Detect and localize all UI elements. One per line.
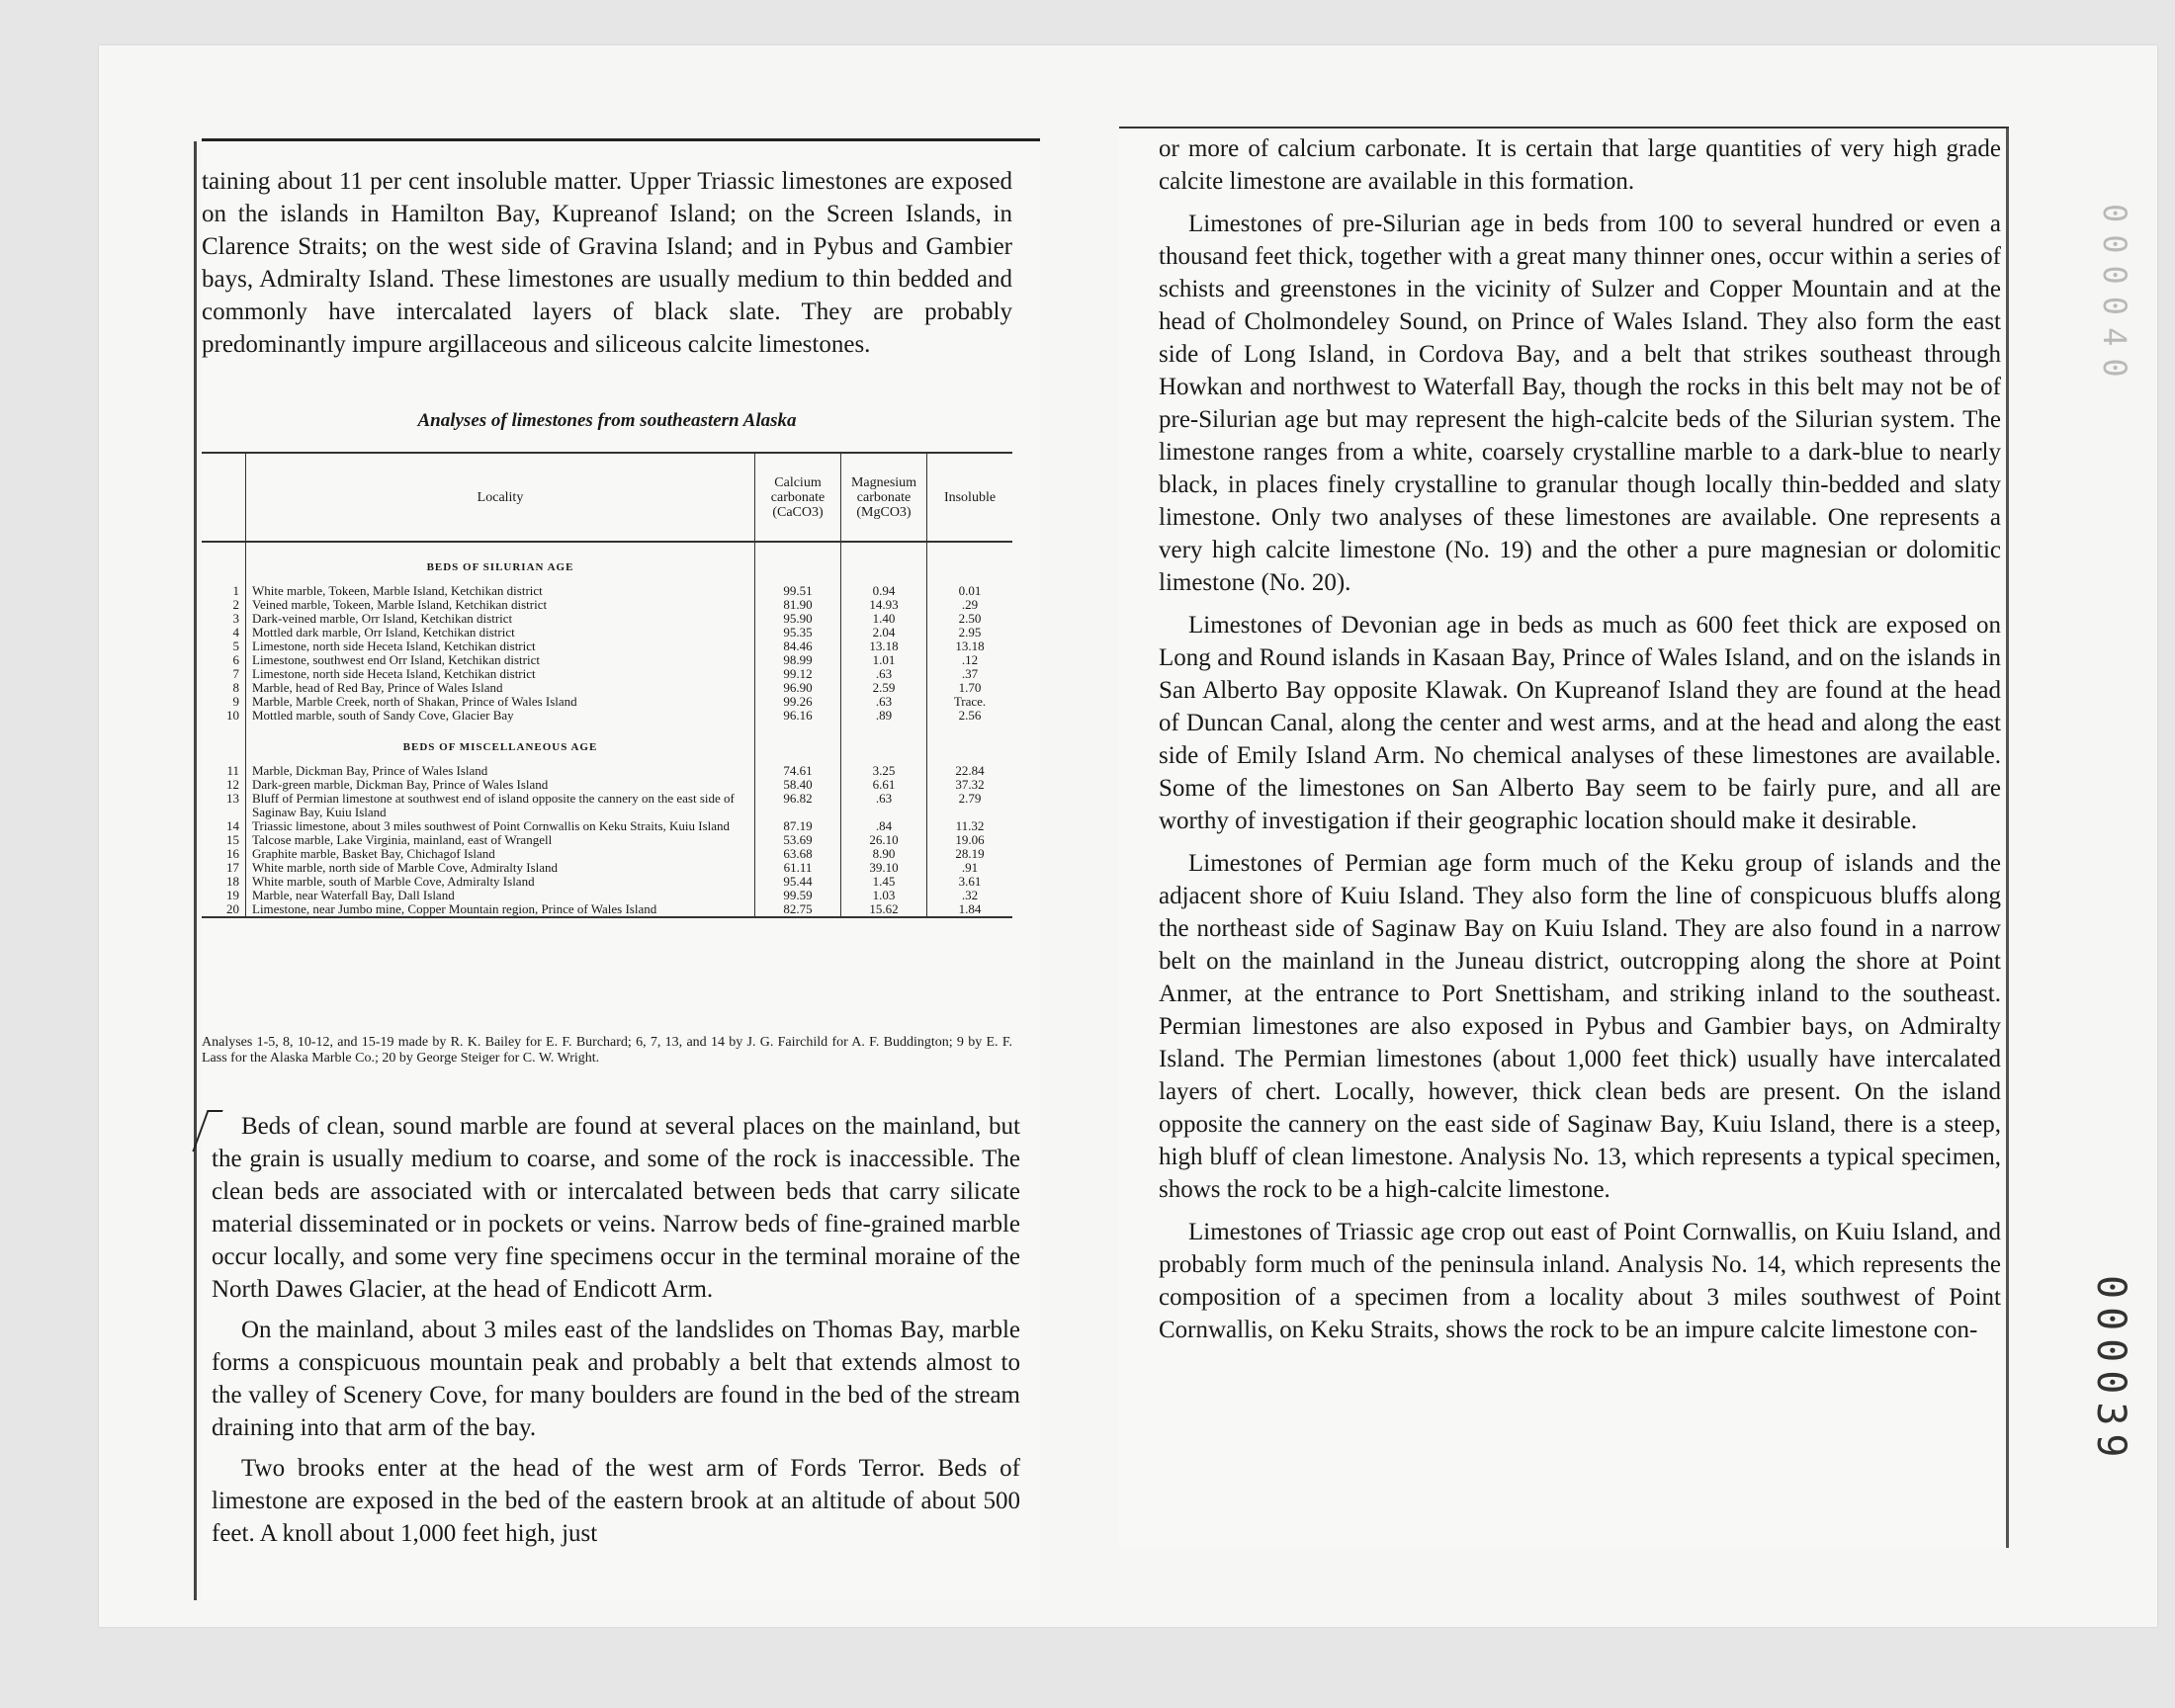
table-row (202, 681, 1012, 695)
row-calcium: 95.44 (755, 875, 841, 889)
group-heading-spacer (841, 542, 927, 584)
right-text (1159, 132, 2001, 1356)
left-bottom-paragraphs (212, 1110, 1020, 1550)
table-row (202, 833, 1012, 847)
table-row (202, 778, 1012, 792)
right-page (1119, 127, 2009, 1548)
right-continuation: or more of calcium carbonate. It is certain that large quantities of very high grade calcite limestone are available in this formation. (1159, 135, 2001, 195)
row-locality: White marble, south of Marble Cove, Admiralty Island (246, 875, 755, 889)
table-row (202, 764, 1012, 778)
row-locality: Marble, head of Red Bay, Prince of Wales Island (246, 681, 755, 695)
table-row (202, 902, 1012, 917)
row-number: 2 (232, 597, 239, 612)
row-insoluble: 37.32 (927, 778, 1013, 792)
row-magnesium: 2.59 (841, 681, 927, 695)
row-number: 11 (226, 763, 239, 778)
row-number: 12 (226, 777, 239, 792)
row-number: 16 (226, 846, 239, 861)
row-locality: Veined marble, Tokeen, Marble Island, Ketchikan district (246, 598, 755, 612)
row-number: 15 (226, 832, 239, 847)
row-locality: Mottled marble, south of Sandy Cove, Glacier Bay (246, 709, 755, 723)
row-calcium: 99.12 (755, 667, 841, 681)
row-magnesium: 2.04 (841, 626, 927, 640)
row-calcium: 81.90 (755, 598, 841, 612)
row-calcium: 98.99 (755, 653, 841, 667)
row-insoluble: 1.84 (927, 902, 1013, 917)
row-insoluble: 3.61 (927, 875, 1013, 889)
left-page (202, 138, 1040, 1600)
table-row (202, 695, 1012, 709)
row-calcium: 74.61 (755, 764, 841, 778)
row-calcium: 99.26 (755, 695, 841, 709)
row-magnesium: .89 (841, 709, 927, 723)
row-number: 17 (226, 860, 239, 875)
group-heading-spacer (755, 723, 841, 764)
left-paragraph: Beds of clean, sound marble are found at several places on the mainland, but the grain is usually medium to coarse, and some of the rock is inaccessible. The clean beds are associated with or intercalated between beds that carry silicate material disseminated or in pockets or veins. Narrow beds of fine-grained marble occur locally, and some very fine specimens occur in the terminal moraine of the North Dawes Glacier, at the head of Endicott Arm. (212, 1113, 1020, 1303)
row-insoluble: 19.06 (927, 833, 1013, 847)
row-magnesium: 15.62 (841, 902, 927, 917)
right-paragraph: Limestones of Triassic age crop out east of Point Cornwallis, on Kuiu Island, and probably form much of the peninsula inland. Analysis No. 14, which represents the composition of a specimen from a locality about 3 miles southwest of Point Cornwallis, on Keku Straits, shows the rock to be an impure calcite limestone con- (1159, 1219, 2001, 1343)
row-locality: Dark-green marble, Dickman Bay, Prince of Wales Island (246, 778, 755, 792)
row-number: 14 (226, 818, 239, 833)
table-row (202, 847, 1012, 861)
header-number (202, 453, 246, 542)
row-locality: Bluff of Permian limestone at southwest end of island opposite the cannery on the east side of Saginaw Bay, Kuiu Island (246, 792, 755, 819)
right-margin-rule (2006, 128, 2009, 1548)
row-calcium: 96.16 (755, 709, 841, 723)
header-magnesium: Magnesium carbonate (MgCO3) (841, 453, 927, 542)
table-footnote: Analyses 1-5, 8, 10-12, and 15-19 made by R. K. Bailey for E. F. Burchard; 6, 7, 13, and 14 by J. G. Fairchild for A. F. Buddington; 9 by E. F. Lass for the Alaska Marble Co.; 20 by George Steiger for C. W. Wright. (202, 1035, 1012, 1066)
row-magnesium: .84 (841, 819, 927, 833)
row-magnesium: 1.01 (841, 653, 927, 667)
row-insoluble: .12 (927, 653, 1013, 667)
row-magnesium: .63 (841, 667, 927, 681)
row-locality: Marble, Dickman Bay, Prince of Wales Island (246, 764, 755, 778)
row-calcium: 95.90 (755, 612, 841, 626)
table-row (202, 875, 1012, 889)
header-insoluble: Insoluble (927, 453, 1013, 542)
row-locality: Talcose marble, Lake Virginia, mainland, east of Wrangell (246, 833, 755, 847)
group-heading-spacer (202, 723, 246, 764)
row-magnesium: 13.18 (841, 640, 927, 653)
row-magnesium: 8.90 (841, 847, 927, 861)
row-locality: Mottled dark marble, Orr Island, Ketchikan district (246, 626, 755, 640)
row-locality: Limestone, near Jumbo mine, Copper Mountain region, Prince of Wales Island (246, 902, 755, 917)
page-stamp-top: 000040 (2096, 204, 2133, 389)
row-magnesium: 0.94 (841, 584, 927, 598)
row-magnesium: 3.25 (841, 764, 927, 778)
right-paragraph: Limestones of pre-Silurian age in beds from 100 to several hundred or even a thousand feet thick, together with a great many thinner ones, occur within a series of schists and greenstones in the vicinity of Sulzer and Copper Mountain and at the head of Cholmondeley Sound, on Prince of Wales Island. They also form the east side of Long Island, in Cordova Bay, and a belt that strikes southeast through Howkan and northwest to Waterfall Bay, though the rocks in this belt may not be of pre-Silurian age but may represent the high-calcite beds of the Silurian system. The limestone ranges from a white, coarsely crystalline marble to a dark-blue to nearly black, in places finely crystalline to granular though locally thin-bedded and slaty limestone. Only two analyses of these limestones are available. One represents a very high calcite limestone (No. 19) and the other a pure magnesian or dolomitic limestone (No. 20). (1159, 211, 2001, 596)
table-row (202, 889, 1012, 902)
row-number: 13 (226, 791, 239, 806)
row-number: 5 (232, 639, 239, 653)
table-row (202, 598, 1012, 612)
table-row (202, 861, 1012, 875)
group-heading-spacer (927, 723, 1013, 764)
row-number: 1 (232, 583, 239, 598)
row-calcium: 96.90 (755, 681, 841, 695)
row-insoluble: 28.19 (927, 847, 1013, 861)
row-number: 6 (232, 652, 239, 667)
header-locality: Locality (246, 453, 755, 542)
row-insoluble: Trace. (927, 695, 1013, 709)
row-magnesium: 6.61 (841, 778, 927, 792)
analyses-table (202, 452, 1012, 918)
row-number: 8 (232, 680, 239, 695)
row-insoluble: 13.18 (927, 640, 1013, 653)
right-paragraph: Limestones of Devonian age in beds as much as 600 feet thick are exposed on Long and Round islands in Kasaan Bay, Prince of Wales Island, and on the islands in San Alberto Bay opposite Klawak. On Kupreanof Island they are found at the head of Duncan Canal, along the center and west arms, and at the head and along the east side of Emily Island Arm. No chemical analyses of these limestones are available. Some of the limestones on San Alberto Bay seem to be fairly pure, and all are worthy of investigation if their geographic location should make it desirable. (1159, 612, 2001, 834)
row-calcium: 99.59 (755, 889, 841, 902)
row-calcium: 53.69 (755, 833, 841, 847)
group-heading-spacer (841, 723, 927, 764)
row-locality: Marble, Marble Creek, north of Shakan, Prince of Wales Island (246, 695, 755, 709)
left-top-paragraph: taining about 11 per cent insoluble matter. Upper Triassic limestones are exposed on the islands in Hamilton Bay, Kupreanof Island; on the Screen Islands, in Clarence Straits; on the west side of Gravina Island; and in Pybus and Gambier bays, Admiralty Island. These limestones are usually medium to thin bedded and commonly have intercalated layers of black slate. They are probably predominantly impure argillaceous and siliceous calcite limestones. (202, 168, 1012, 358)
group-heading-spacer (927, 542, 1013, 584)
group-heading-spacer (202, 542, 246, 584)
row-number: 19 (226, 888, 239, 902)
table-row (202, 612, 1012, 626)
table-row (202, 792, 1012, 819)
row-number: 10 (226, 708, 239, 723)
left-paragraph: Two brooks enter at the head of the west arm of Fords Terror. Beds of limestone are exposed in the bed of the eastern brook at an altitude of about 500 feet. A knoll about 1,000 feet high, just (212, 1455, 1020, 1547)
table-row (202, 819, 1012, 833)
row-locality: Limestone, north side Heceta Island, Ketchikan district (246, 667, 755, 681)
row-magnesium: .63 (841, 695, 927, 709)
row-calcium: 82.75 (755, 902, 841, 917)
row-insoluble: 2.79 (927, 792, 1013, 819)
row-number: 9 (232, 694, 239, 709)
row-magnesium: 26.10 (841, 833, 927, 847)
right-paragraph: Limestones of Permian age form much of the Keku group of islands and the adjacent shore of Kuiu Island. They also form the line of conspicuous bluffs along the northeast side of Saginaw Bay on Kuiu Island. They are also found in a narrow belt on the mainland in the Juneau district, outcropping along the shore at Point Anmer, at the entrance to Port Snettisham, and striking inland to the southeast. Permian limestones are also exposed in Pybus and Gambier bays, on Admiralty Island. The Permian limestones (about 1,000 feet thick) usually have intercalated layers of chert. Locally, however, thick clean beds are present. On the island opposite the cannery on the east side of Saginaw Bay, Kuiu Island, there is a steep, high bluff of clean limestone. Analysis No. 13, which represents a typical specimen, shows the rock to be a high-calcite limestone. (1159, 850, 2001, 1203)
page-stamp-bottom: 000039 (2088, 1275, 2133, 1466)
table-row (202, 667, 1012, 681)
row-locality: White marble, Tokeen, Marble Island, Ketchikan district (246, 584, 755, 598)
table-row (202, 584, 1012, 598)
row-locality: Limestone, southwest end Orr Island, Ketchikan district (246, 653, 755, 667)
row-insoluble: 2.95 (927, 626, 1013, 640)
row-insoluble: .91 (927, 861, 1013, 875)
row-insoluble: .32 (927, 889, 1013, 902)
row-magnesium: 1.40 (841, 612, 927, 626)
row-number: 20 (202, 902, 246, 917)
group-heading: BEDS OF MISCELLANEOUS AGE (246, 723, 755, 764)
row-magnesium: 1.03 (841, 889, 927, 902)
row-magnesium: 1.45 (841, 875, 927, 889)
table-group-heading-row (202, 542, 1012, 584)
row-magnesium: 39.10 (841, 861, 927, 875)
row-calcium: 61.11 (755, 861, 841, 875)
group-heading-spacer (755, 542, 841, 584)
row-magnesium: .63 (841, 792, 927, 819)
table-row (202, 640, 1012, 653)
row-calcium: 84.46 (755, 640, 841, 653)
row-insoluble: 1.70 (927, 681, 1013, 695)
row-locality: Dark-veined marble, Orr Island, Ketchikan district (246, 612, 755, 626)
row-calcium: 96.82 (755, 792, 841, 819)
left-paragraph: On the mainland, about 3 miles east of the landslides on Thomas Bay, marble forms a conspicuous mountain peak and probably a belt that extends almost to the valley of Scenery Cove, for many boulders are found in the bed of the stream draining into that arm of the bay. (212, 1317, 1020, 1441)
row-calcium: 87.19 (755, 819, 841, 833)
row-insoluble: .29 (927, 598, 1013, 612)
row-insoluble: 2.56 (927, 709, 1013, 723)
table-header-row (202, 453, 1012, 542)
row-locality: Limestone, north side Heceta Island, Ketchikan district (246, 640, 755, 653)
row-number: 18 (226, 874, 239, 889)
table-group-heading-row (202, 723, 1012, 764)
row-calcium: 99.51 (755, 584, 841, 598)
row-locality: Graphite marble, Basket Bay, Chichagof Island (246, 847, 755, 861)
row-calcium: 58.40 (755, 778, 841, 792)
row-insoluble: 0.01 (927, 584, 1013, 598)
row-calcium: 95.35 (755, 626, 841, 640)
left-margin-rule (194, 141, 197, 1600)
row-insoluble: 22.84 (927, 764, 1013, 778)
table-title: Analyses of limestones from southeastern Alaska (417, 410, 797, 431)
table-row (202, 653, 1012, 667)
row-number: 7 (232, 666, 239, 681)
table-row (202, 626, 1012, 640)
table-body (202, 542, 1012, 917)
header-calcium: Calcium carbonate (CaCO3) (755, 453, 841, 542)
row-locality: Triassic limestone, about 3 miles southwest of Point Cornwallis on Keku Straits, Kuiu Island (246, 819, 755, 833)
row-magnesium: 14.93 (841, 598, 927, 612)
row-calcium: 63.68 (755, 847, 841, 861)
row-insoluble: .37 (927, 667, 1013, 681)
row-number: 4 (232, 625, 239, 640)
row-locality: Marble, near Waterfall Bay, Dall Island (246, 889, 755, 902)
table-row (202, 709, 1012, 723)
row-number: 3 (232, 611, 239, 626)
row-insoluble: 2.50 (927, 612, 1013, 626)
group-heading: BEDS OF SILURIAN AGE (246, 542, 755, 584)
row-locality: White marble, north side of Marble Cove, Admiralty Island (246, 861, 755, 875)
row-insoluble: 11.32 (927, 819, 1013, 833)
